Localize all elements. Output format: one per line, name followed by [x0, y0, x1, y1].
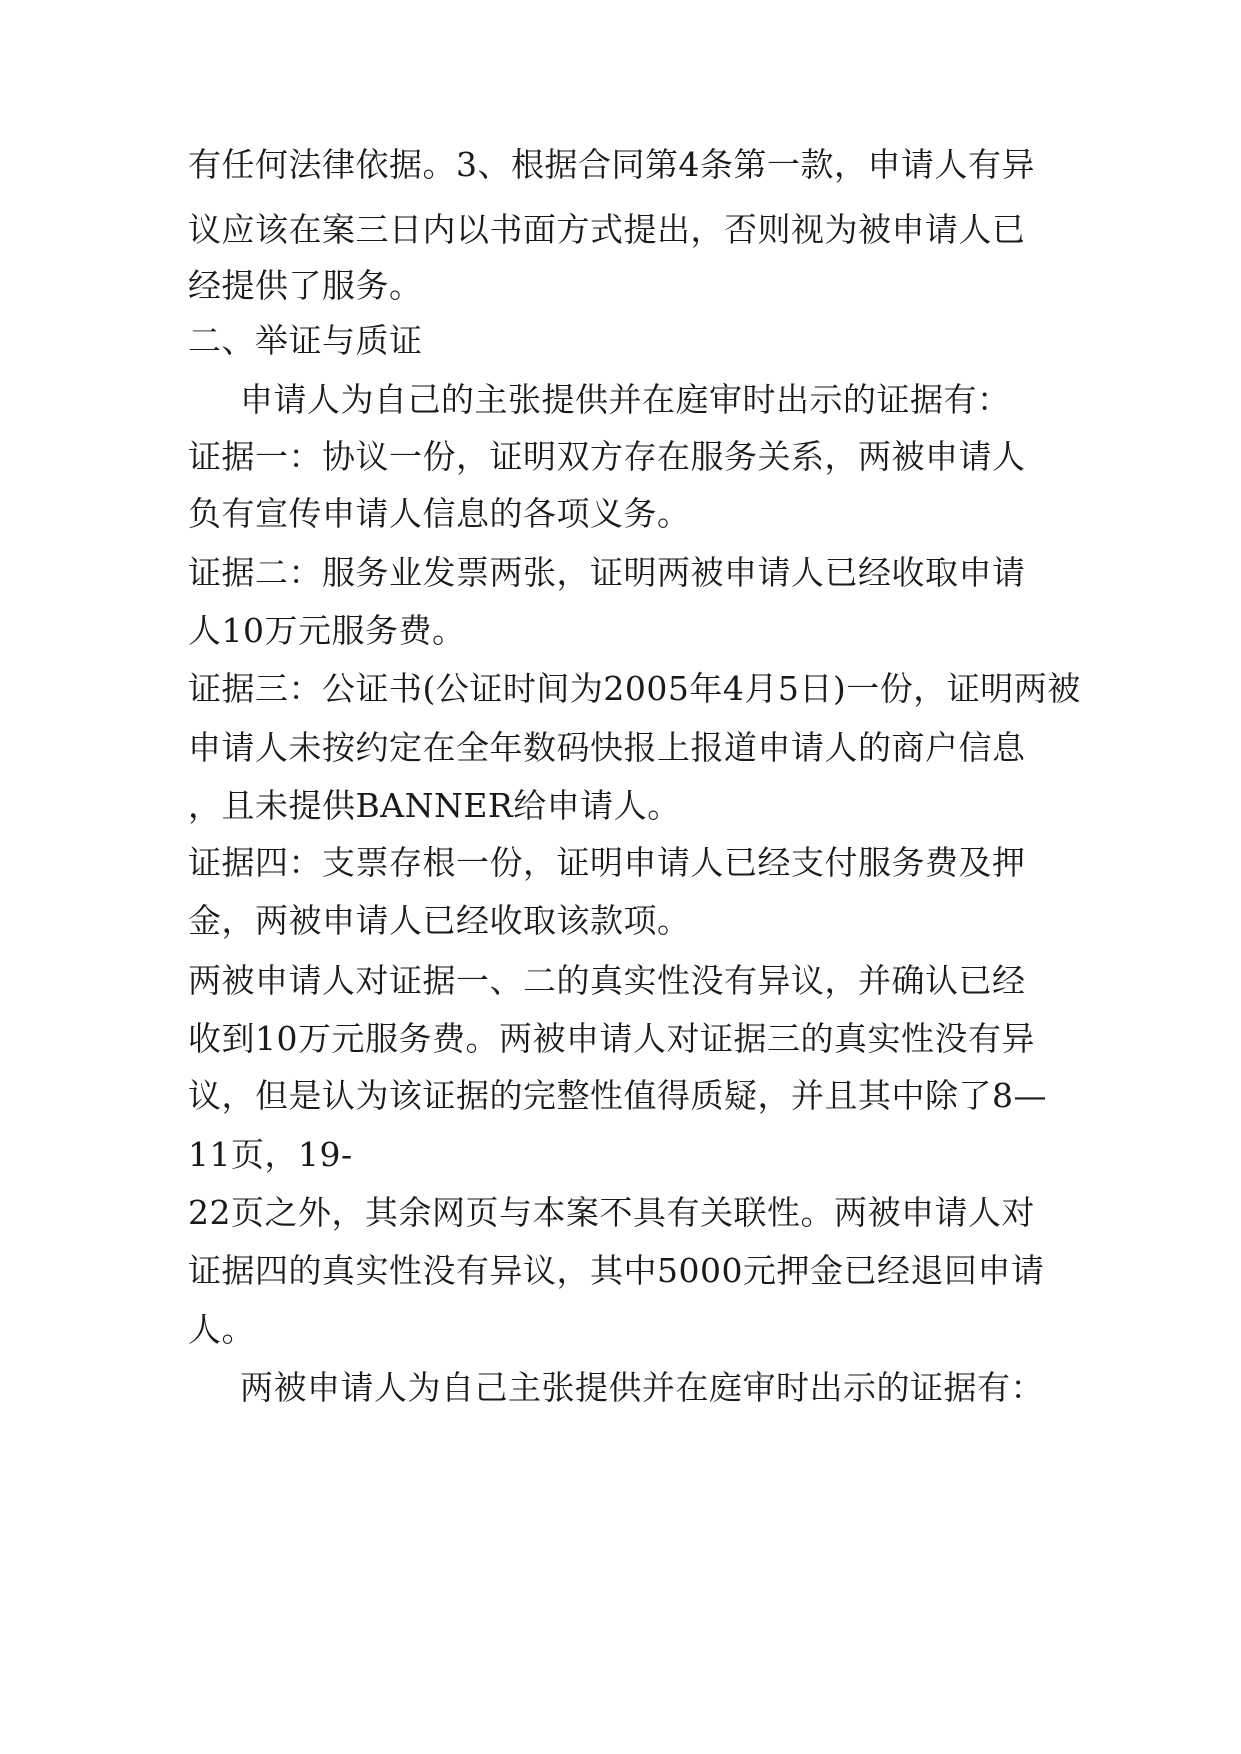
cross-exam-line-4: 11页，19- — [188, 1135, 353, 1174]
cross-exam-line-7: 人。 — [188, 1310, 255, 1349]
evidence-two-line-2: 人10万元服务费。 — [188, 611, 466, 650]
evidence-four-line-2: 金，两被申请人已经收取该款项。 — [188, 901, 691, 940]
evidence-three-line-2: 申请人未按约定在全年数码快报上报道申请人的商户信息 — [188, 728, 1026, 767]
evidence-two-line-1: 证据二：服务业发票两张，证明两被申请人已经收取申请 — [188, 553, 1026, 592]
cross-exam-line-1: 两被申请人对证据一、二的真实性没有异议，并确认已经 — [188, 961, 1026, 1000]
evidence-three-line-1: 证据三：公证书(公证时间为2005年4月5日)一份，证明两被 — [188, 669, 1081, 708]
text-line-1: 有任何法律依据。3、根据合同第4条第一款，申请人有异 — [188, 145, 1035, 184]
evidence-three-line-3: ，且未提供BANNER给申请人。 — [188, 786, 681, 825]
evidence-one-line-2: 负有宣传申请人信息的各项义务。 — [188, 494, 691, 533]
evidence-four-line-1: 证据四：支票存根一份，证明申请人已经支付服务费及押 — [188, 843, 1026, 882]
text-line-3: 经提供了服务。 — [188, 266, 423, 305]
evidence-one-line-1: 证据一：协议一份，证明双方存在服务关系，两被申请人 — [188, 437, 1026, 476]
respondent-evidence-intro: 两被申请人为自己主张提供并在庭审时出示的证据有： — [240, 1368, 1044, 1407]
cross-exam-line-3: 议，但是认为该证据的完整性值得质疑，并且其中除了8— — [188, 1076, 1047, 1115]
applicant-evidence-intro: 申请人为自己的主张提供并在庭审时出示的证据有： — [240, 380, 1011, 419]
cross-exam-line-6: 证据四的真实性没有异议，其中5000元押金已经退回申请 — [188, 1251, 1045, 1290]
section-heading: 二、举证与质证 — [188, 321, 423, 360]
cross-exam-line-2: 收到10万元服务费。两被申请人对证据三的真实性没有异 — [188, 1019, 1035, 1058]
cross-exam-line-5: 22页之外，其余网页与本案不具有关联性。两被申请人对 — [188, 1193, 1035, 1232]
text-line-2: 议应该在案三日内以书面方式提出，否则视为被申请人已 — [188, 210, 1026, 249]
